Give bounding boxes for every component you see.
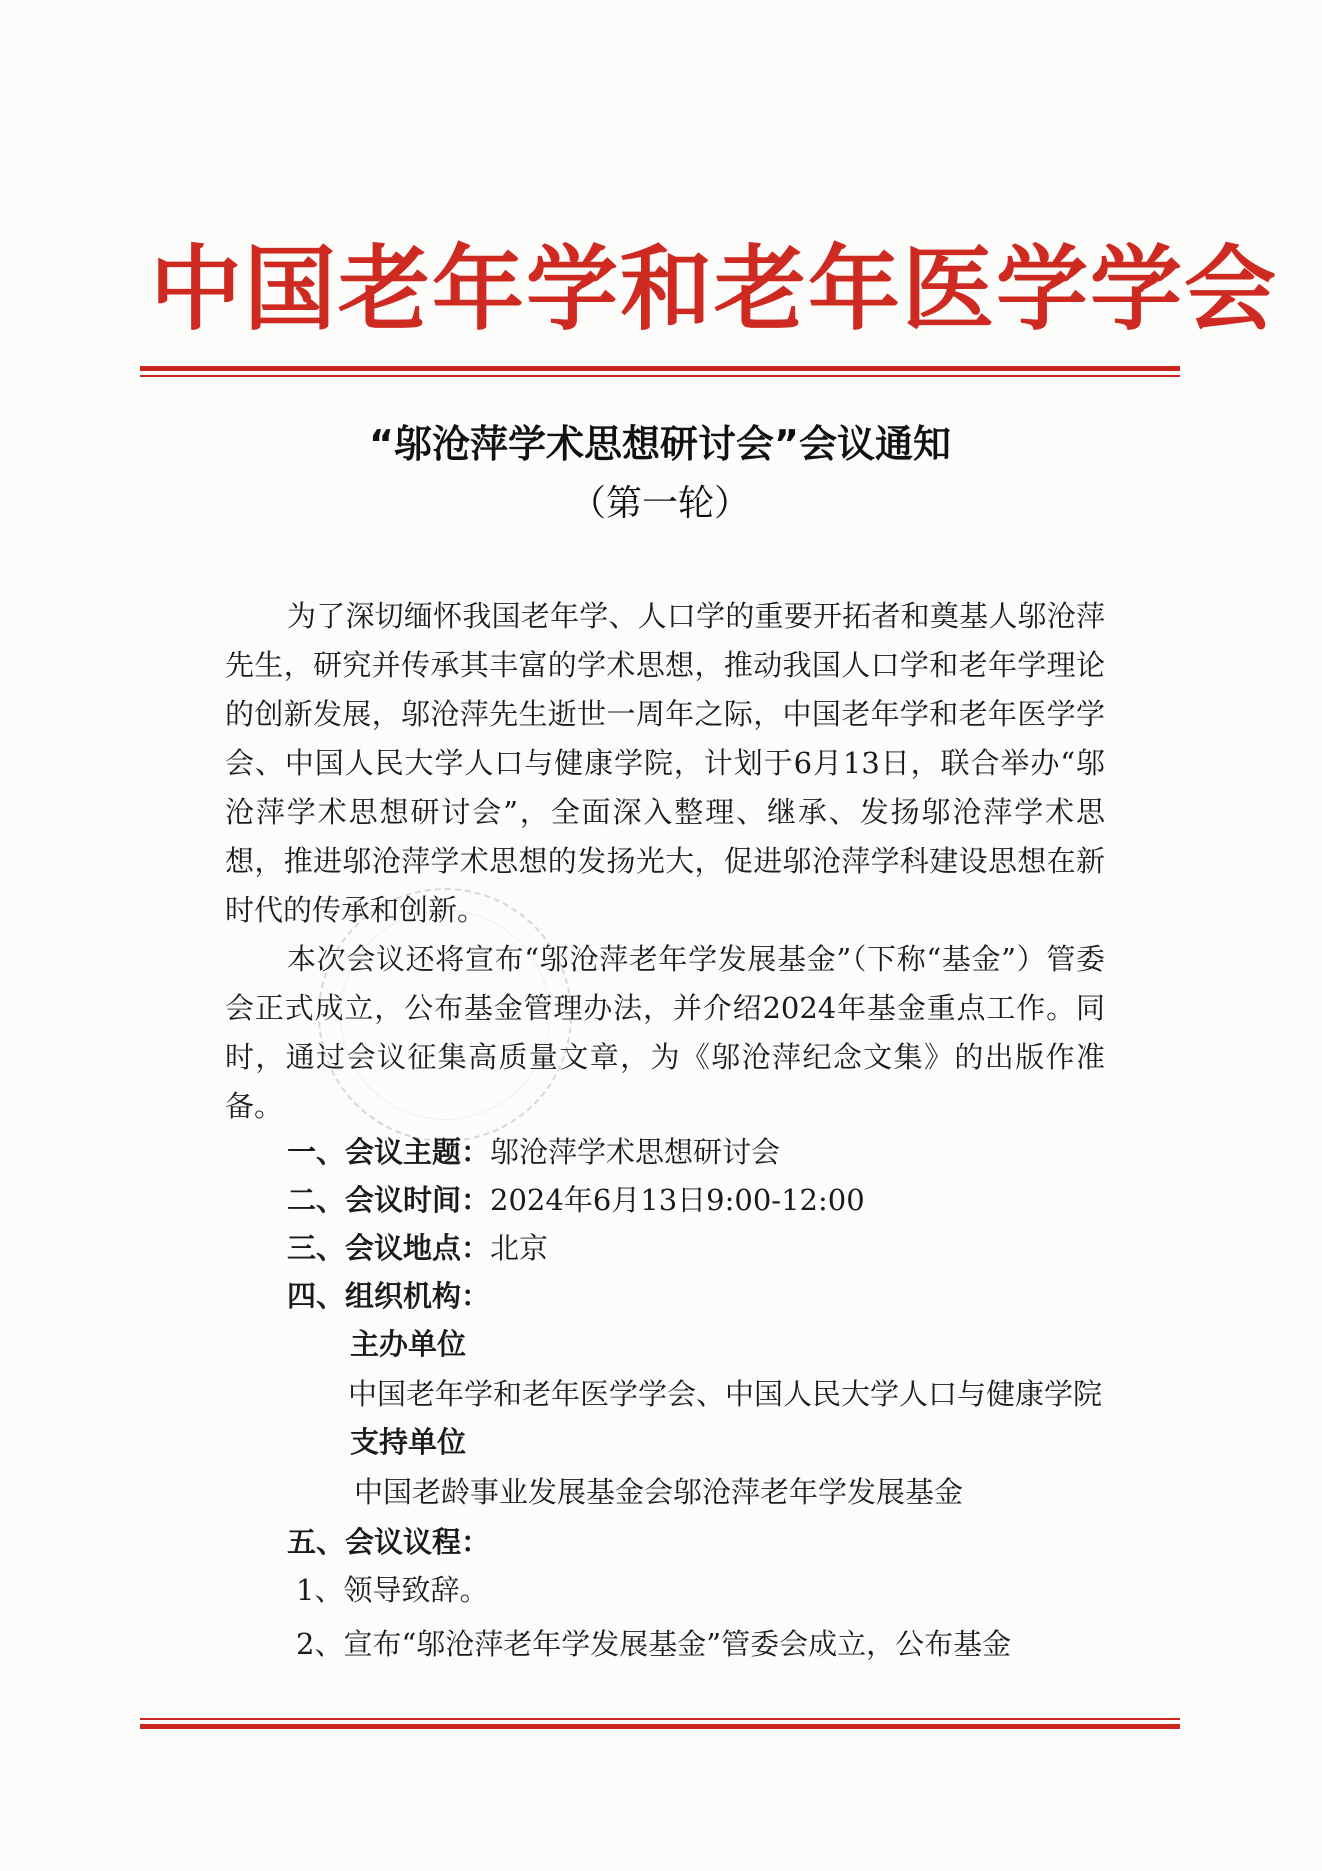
- support-label: 支持单位: [350, 1425, 467, 1459]
- agenda-row: [287, 1520, 490, 1564]
- meeting-time-label: 二、会议时间：: [287, 1183, 491, 1217]
- meeting-place-label: 三、会议地点：: [287, 1231, 491, 1265]
- footer-divider: [140, 1718, 1180, 1729]
- agenda-item: 1、领导致辞。: [296, 1573, 489, 1607]
- document-title: “邬沧萍学术思想研讨会”会议通知: [369, 422, 951, 466]
- support-value: 中国老龄事业发展基金会邬沧萍老年学发展基金: [354, 1475, 964, 1509]
- meeting-theme-label: 一、会议主题：: [287, 1135, 491, 1169]
- org-letterhead: 中国老年学和老年医学学会: [150, 236, 1279, 343]
- meeting-time-value: 2024年6月13日9:00-12:00: [490, 1183, 865, 1217]
- meeting-theme-row: [287, 1130, 780, 1174]
- meeting-place-row: [287, 1226, 548, 1270]
- organization-row: [287, 1274, 490, 1318]
- intro-paragraph-1: 为了深切缅怀我国老年学、人口学的重要开拓者和奠基人邬沧萍先生，研究并传承其丰富的学术思想，推动我国人口学和老年学理论的创新发展，邬沧萍先生逝世一周年之际，中国老年学和老年医学学会、中国人民大学人口与健康学院，计划于6月13日，联合举办“邬沧萍学术思想研讨会”，全面深入整理、继承、发扬邬沧萍学术思想，推进邬沧萍学术思想的发扬光大，促进邬沧萍学科建设思想在新时代的传承和创新。: [225, 599, 1105, 927]
- meeting-place-value: 北京: [490, 1231, 549, 1265]
- meeting-theme-value: 邬沧萍学术思想研讨会: [490, 1135, 781, 1169]
- intro-paragraph-2: 本次会议还将宣布“邬沧萍老年学发展基金”（下称“基金”）管委会正式成立，公布基金管理办法，并介绍2024年基金重点工作。同时，通过会议征集高质量文章，为《邬沧萍纪念文集》的出版作准备。: [225, 942, 1105, 1123]
- meeting-time-row: [287, 1178, 865, 1222]
- host-label: 主办单位: [350, 1327, 467, 1361]
- agenda-label: 五、会议议程：: [287, 1525, 491, 1559]
- document-round: （第一轮）: [569, 483, 750, 524]
- organization-label: 四、组织机构：: [287, 1279, 491, 1313]
- header-divider: [140, 366, 1180, 377]
- agenda-item: 2、宣布“邬沧萍老年学发展基金”管委会成立，公布基金: [296, 1627, 1012, 1661]
- host-value: 中国老年学和老年医学学会、中国人民大学人口与健康学院: [348, 1377, 1103, 1411]
